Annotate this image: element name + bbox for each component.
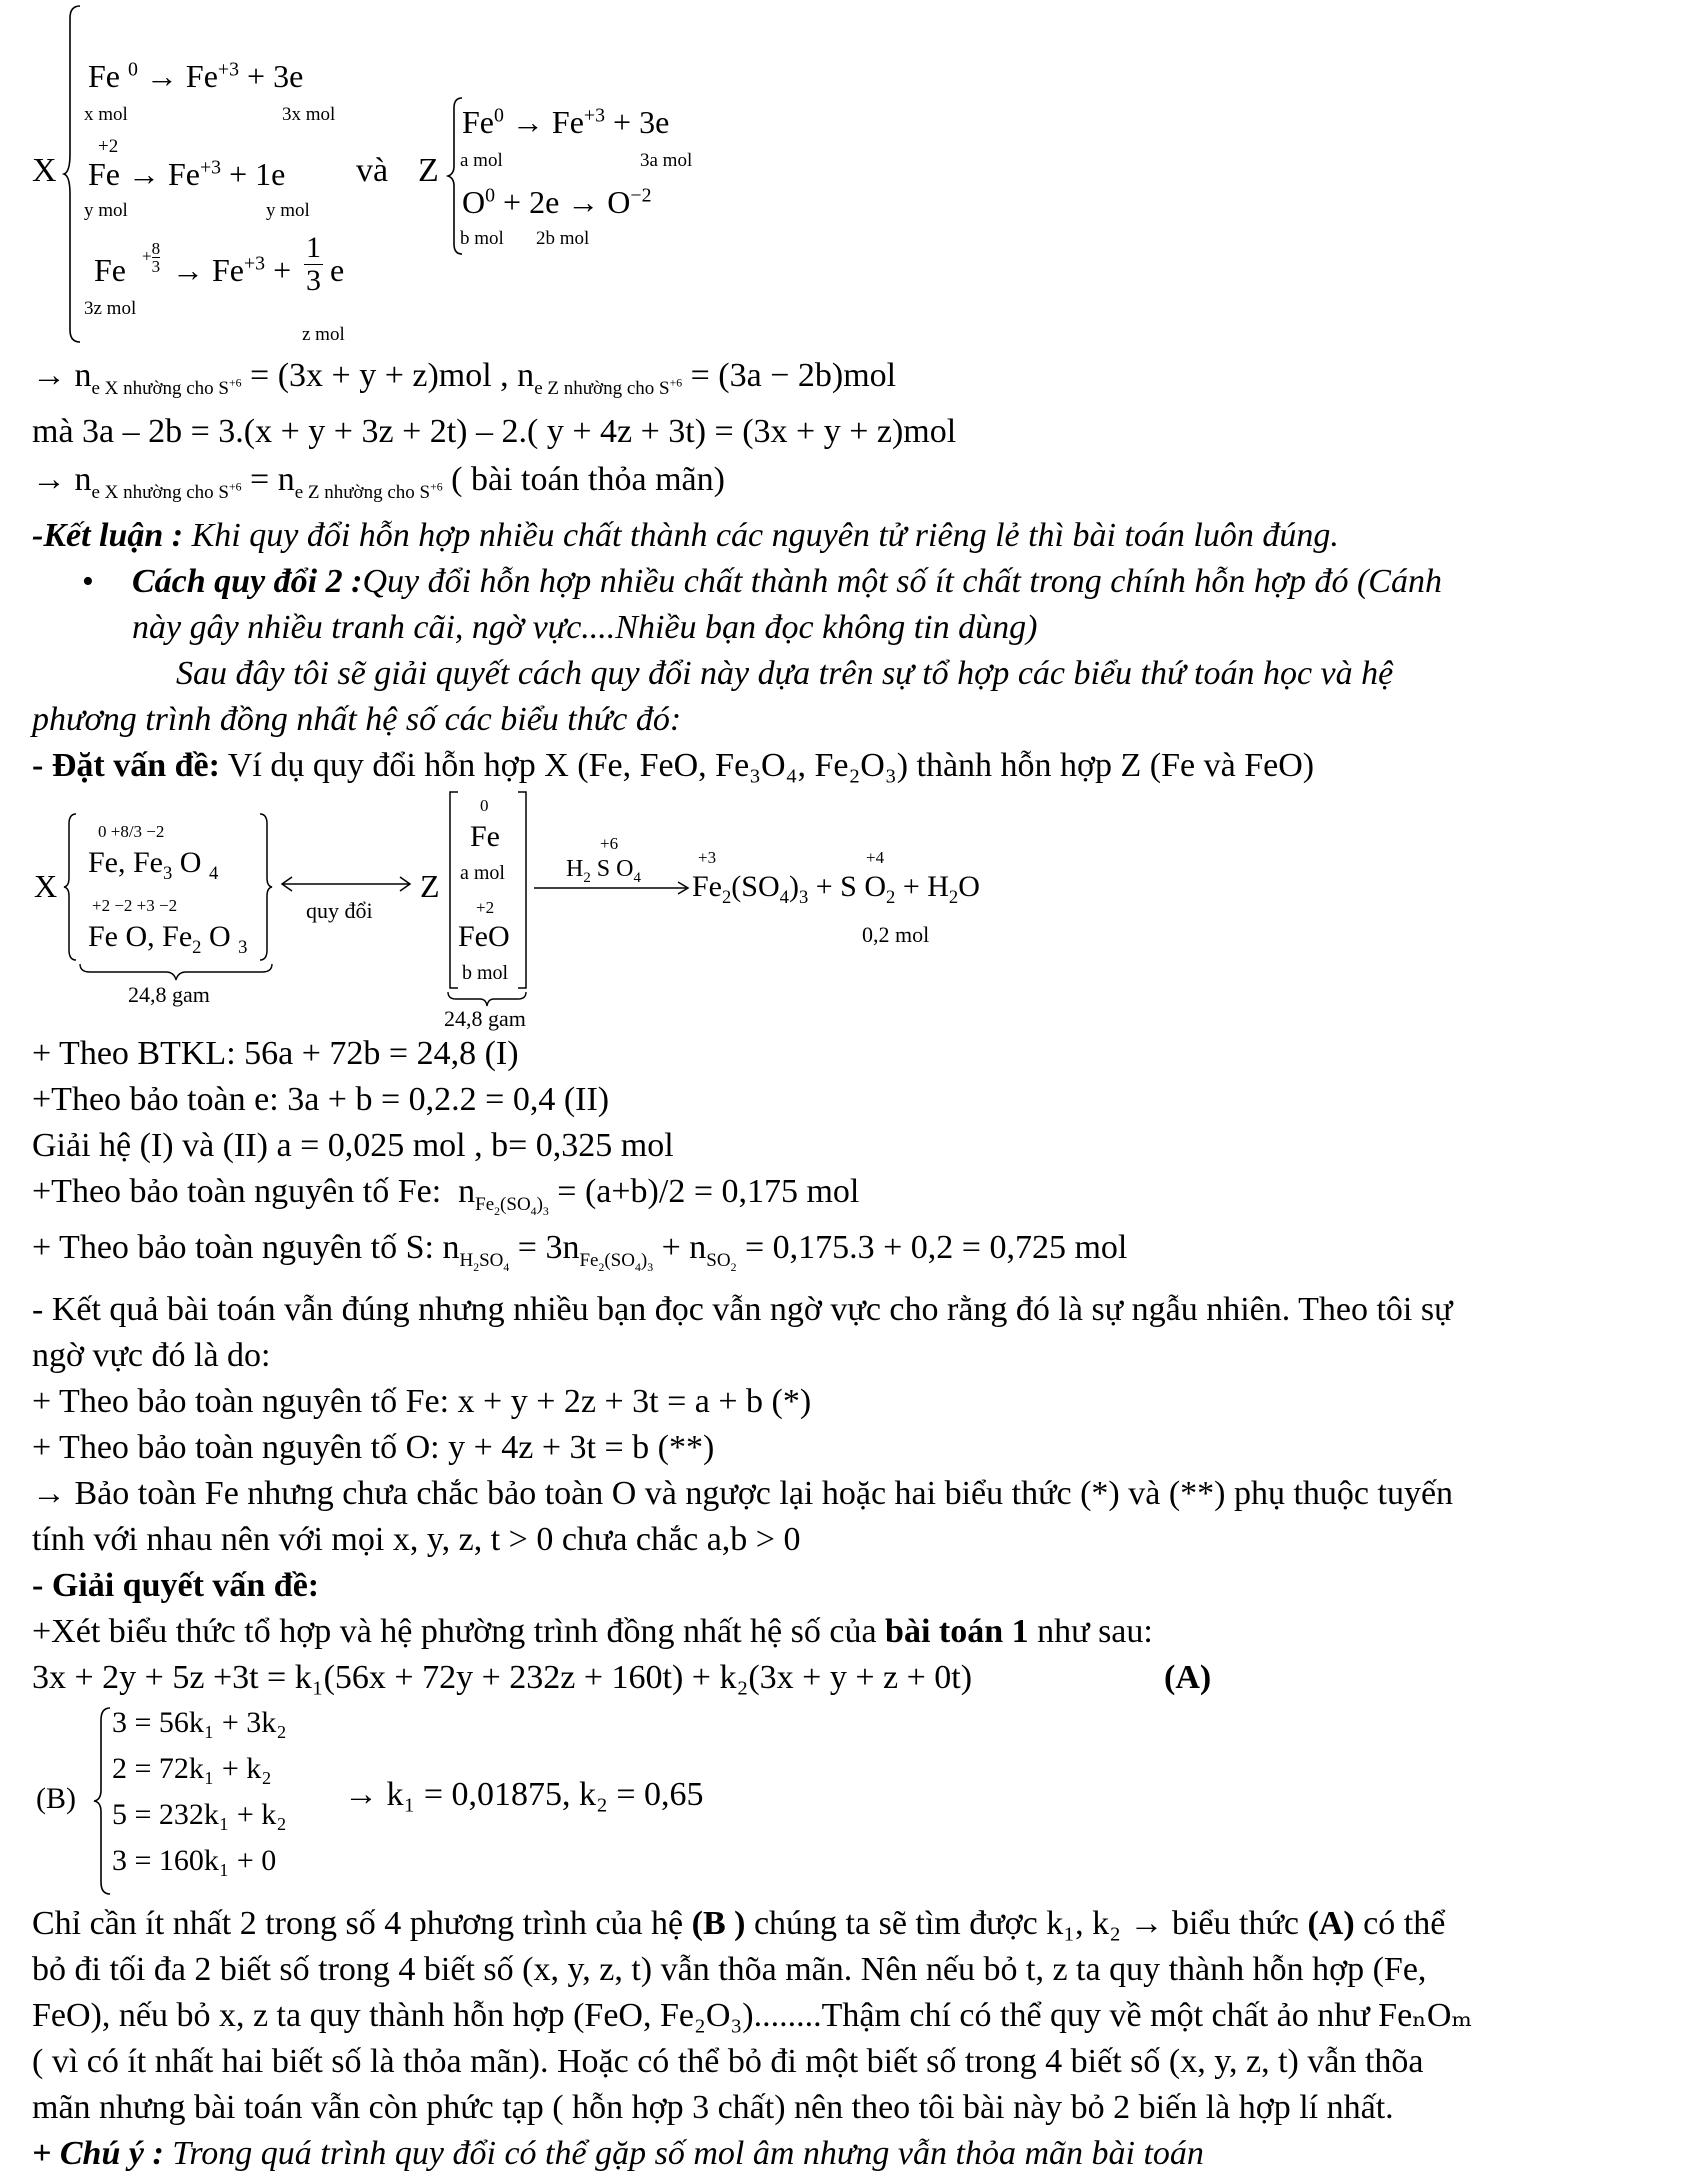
closing-1-a: Chỉ cần ít nhất 2 trong số 4 phương trình của hệ [32, 1905, 692, 1942]
solution-8: + Theo bảo toàn nguyên tố Fe: x + y + 2z + 3t = a + b (*) [32, 1383, 812, 1420]
solution-6: - Kết quả bài toán vẫn đúng nhưng nhiều bạn đọc vẫn ngờ vực cho rằng đó là sự ngẫu nhiên. Theo tôi sự [32, 1291, 1453, 1328]
z-row-2-mol-right: 2b mol [536, 228, 590, 249]
x-row-3-frac: 1 3 [306, 231, 321, 297]
closing-1-e: có thể [1354, 1905, 1446, 1942]
system-b-row-4: 3 = 160k₁ + 0 [112, 1844, 277, 1877]
x-label: X [32, 152, 57, 189]
solve-label: - Giải quyết vấn đề: [32, 1567, 320, 1604]
method2-line-a [132, 562, 1442, 601]
x-row-3-ox: + $\frac{8}{3}$ [142, 239, 161, 276]
problem-text: Ví dụ quy đổi hỗn hợp X (Fe, FeO, Fe₃O₄, Fe₂O₃) thành hỗn hợp Z (Fe và FeO) [219, 747, 1315, 784]
diagram-so2-mol: 0,2 mol [862, 922, 930, 947]
conclusion-text: Khi quy đổi hỗn hợp nhiều chất thành các nguyên tử riêng lẻ thì bài toán luôn đúng. [183, 517, 1339, 554]
diagram-product-ox2: +4 [866, 848, 885, 867]
diagram-product-ox1: +3 [698, 848, 717, 867]
system-b-row-2: 2 = 72k₁ + k₂ [112, 1752, 272, 1785]
z-row-1-mol-left: a mol [460, 150, 503, 171]
solution-4-head: +Theo bảo toàn nguyên tố Fe: [32, 1173, 442, 1210]
solution-10: → Bảo toàn Fe nhưng chưa chắc bảo toàn O và ngược lại hoặc hai biểu thức (*) và (**) phụ thuộc tuyến [32, 1475, 1454, 1512]
diagram-x-top-ox: 0 +8/3 −2 [98, 822, 165, 841]
electron-line-3-tail: ( bài toán thỏa mãn) [451, 461, 725, 498]
diagram-z-mass: 24,8 gam [444, 1006, 526, 1031]
diagram-x-mass: 24,8 gam [128, 982, 210, 1007]
conclusion-label: -Kết luận : [32, 517, 184, 554]
diagram-x-underbrace [78, 962, 274, 982]
x-row-3: Fe [94, 252, 126, 288]
x-row-2-mol-right: y mol [266, 200, 310, 221]
diagram-x-label: X [34, 868, 58, 904]
z-row-1: $Fe^0 \to Fe^{+3} + 3e$ [462, 104, 670, 140]
z-row-2-mol-left: b mol [460, 228, 504, 249]
diagram-z-ox1: 0 [480, 796, 489, 815]
electron-line-2: mà 3a – 2b = 3.(x + y + 3z + 2t) – 2.( y + 4z + 3t) = (3x + y + z)mol [32, 413, 957, 450]
intro-line-a: Sau đây tôi sẽ giải quyết cách quy đổi này dựa trên sự tổ hợp các biểu thứ toán học và hệ [176, 655, 1394, 692]
method2-label: Cách quy đổi 2 : [132, 563, 363, 600]
solution-12 [32, 1612, 1153, 1651]
diagram-z-bmol: b mol [462, 962, 509, 984]
x-row-3-e: e [330, 252, 345, 288]
closing-2: bỏ đi tối đa 2 biết số trong 4 biết số (x, y, z, t) vẫn thõa mãn. Nên nếu bỏ t, z ta quy thành hỗn hợp (Fe, [32, 1951, 1427, 1988]
system-b-row-3: 5 = 232k₁ + k₂ [112, 1798, 287, 1831]
diagram-z-brace-left [446, 790, 460, 990]
solution-5-head: + Theo bảo toàn nguyên tố S: [32, 1229, 434, 1266]
diagram-products: $Fe_2(SO_4)_3 + S$ $O_2 + H_2O$ [692, 870, 980, 908]
x-row-1-mol-left: x mol [84, 104, 128, 125]
diagram-reaction-arrow [532, 880, 692, 896]
solution-2: +Theo bảo toàn e: 3a + b = 0,2.2 = 0,4 (II) [32, 1081, 610, 1118]
z-label: Z [418, 152, 439, 189]
diagram-reagent-ox: +6 [600, 834, 619, 853]
closing-1-d: (A) [1307, 1905, 1355, 1942]
x-row-3-mol-left: 3z mol [84, 298, 137, 319]
solution-11: tính với nhau nên với mọi x, y, z, t > 0 chưa chắc a,b > 0 [32, 1521, 801, 1558]
solution-12-a: +Xét biểu thức tổ hợp và hệ phường trình đồng nhất hệ số của [32, 1613, 886, 1650]
diagram-z-brace-right [516, 790, 530, 990]
x-row-1-mol-right: 3x mol [282, 104, 336, 125]
z-row-2: $O^0 + 2e \to O^{-2}$ [462, 184, 652, 220]
diagram-z-ox2: +2 [476, 898, 495, 917]
x-row-2: $Fe \to Fe^{+3} + 1e$ [88, 156, 286, 192]
electron-line-3: → $n_{e X nhường cho S^{+6}} = n_{e Z nhường cho S^{+6}}$ ( bài toán thỏa mãn) [32, 461, 725, 503]
x-row-1: Fe $^0 \to Fe^{+3} + 3e$ [88, 58, 304, 94]
intro-line-b: phương trình đồng nhất hệ số các biểu thức đó: [32, 701, 682, 738]
closing-3: FeO), nếu bỏ x, z ta quy thành hỗn hợp (FeO, Fe₂O₃)........Thậm chí có thể quy về một chất ảo như FeₙOₘ [32, 1997, 1473, 2034]
electron-line-1: → $n_{e X nhường cho S^{+6}} = (3x + y + z)mol$ , $n_{e Z nhường cho S^{+6}} = (3a - 2b)mol$ [32, 357, 897, 399]
diagram-x-brace-left [62, 812, 80, 962]
diagram-z-feo: FeO [458, 920, 510, 953]
z-row-1-mol-right: 3a mol [640, 150, 693, 171]
system-b-result: → k₁ = 0,01875, k₂ = 0,65 [344, 1776, 704, 1813]
solution-12-c: như sau: [1028, 1613, 1153, 1650]
solution-4-tail: = (a+b)/2 = 0,175 mol [557, 1173, 860, 1210]
solution-9: + Theo bảo toàn nguyên tố O: y + 4z + 3t = b (**) [32, 1429, 715, 1466]
x-row-2-mol-left: y mol [84, 200, 128, 221]
solution-12-b: bài toán 1 [885, 1613, 1029, 1650]
closing-4: ( vì có ít nhất hai biết số là thỏa mãn). Hoặc có thể bỏ đi một biết số trong 4 biết số (x, y, z, t) vẫn thõa [32, 2043, 1424, 2080]
diagram-z-label: Z [420, 868, 440, 904]
diagram-reagent: $H_2$ S $O_4$ [566, 856, 641, 886]
diagram-double-arrow [276, 872, 416, 896]
closing-1 [32, 1904, 1445, 1943]
solution-5: + Theo bảo toàn nguyên tố S: $n_{H_2SO_4} = 3n_{Fe_2(SO_4)_3} + n_{SO_2} = 0,175.3 + 0,2 = 0,725$ mol [32, 1229, 1128, 1274]
system-b-brace [92, 1706, 114, 1896]
x-row-2-ox: +2 [98, 136, 119, 157]
solution-5-tail: = 0,175.3 + 0,2 = 0,725 mol [744, 1229, 1128, 1266]
conclusion [32, 516, 1339, 555]
solution-1: + Theo BTKL: 56a + 72b = 24,8 (I) [32, 1035, 519, 1072]
diagram-z-amol: a mol [460, 862, 505, 884]
problem-label: - Đặt vấn đề: [32, 747, 220, 784]
method2-text-a: Quy đổi hỗn hợp nhiều chất thành một số ít chất trong chính hỗn hợp đó (Cánh [362, 563, 1442, 600]
diagram-x-brace-right [256, 812, 274, 962]
solution-13: 3x + 2y + 5z +3t = k₁(56x + 72y + 232z + 160t) + k₂(3x + y + z + 0t) [32, 1659, 973, 1696]
system-b-row-1: 3 = 56k₁ + 3k₂ [112, 1706, 287, 1739]
solution-7: ngờ vực đó là do: [32, 1337, 271, 1374]
solution-13-tag: (A) [1164, 1659, 1212, 1696]
note-text: Trong quá trình quy đổi có thể gặp số mol âm nhưng vẫn thỏa mãn bài toán [163, 2135, 1204, 2172]
diagram-x-bot-ox: +2 −2 +3 −2 [92, 896, 178, 915]
system-b-label: (B) [36, 1782, 76, 1815]
method2-line-b: này gây nhiều tranh cãi, ngờ vực....Nhiều bạn đọc không tin dùng) [132, 609, 1038, 646]
diagram-x-bot: Fe O, $Fe_2$ O $_3$ [88, 920, 248, 958]
solution-3: Giải hệ (I) và (II) a = 0,025 mol , b= 0,325 mol [32, 1127, 674, 1164]
closing-5: mãn nhưng bài toán vẫn còn phức tạp ( hỗn hợp 3 chất) nên theo tôi bài này bỏ 2 biến là hợp lí nhất. [32, 2089, 1394, 2126]
x-brace [62, 4, 84, 344]
note-label: + Chú ý : [32, 2135, 164, 2172]
x-row-3-rest: → $Fe^{+3}$ + [172, 252, 292, 288]
diagram-x-top: Fe, $Fe_3$ O $_4$ [88, 846, 219, 884]
method2-bullet: • [82, 563, 94, 600]
problem-line [32, 746, 1314, 785]
closing-1-b: (B ) [691, 1905, 746, 1942]
closing-note [32, 2134, 1204, 2173]
solution-4: +Theo bảo toàn nguyên tố Fe: $n_{Fe_2(SO_4)_3} = (a+b)/2 = 0,175$ mol [32, 1173, 860, 1218]
and-label: và [356, 152, 389, 189]
diagram-arrow-label: quy đổi [306, 898, 373, 923]
x-row-3-mol-right: z mol [302, 324, 345, 345]
closing-1-c: chúng ta sẽ tìm được k₁, k₂ → biểu thức [745, 1905, 1308, 1942]
diagram-z-fe: Fe [470, 820, 500, 853]
